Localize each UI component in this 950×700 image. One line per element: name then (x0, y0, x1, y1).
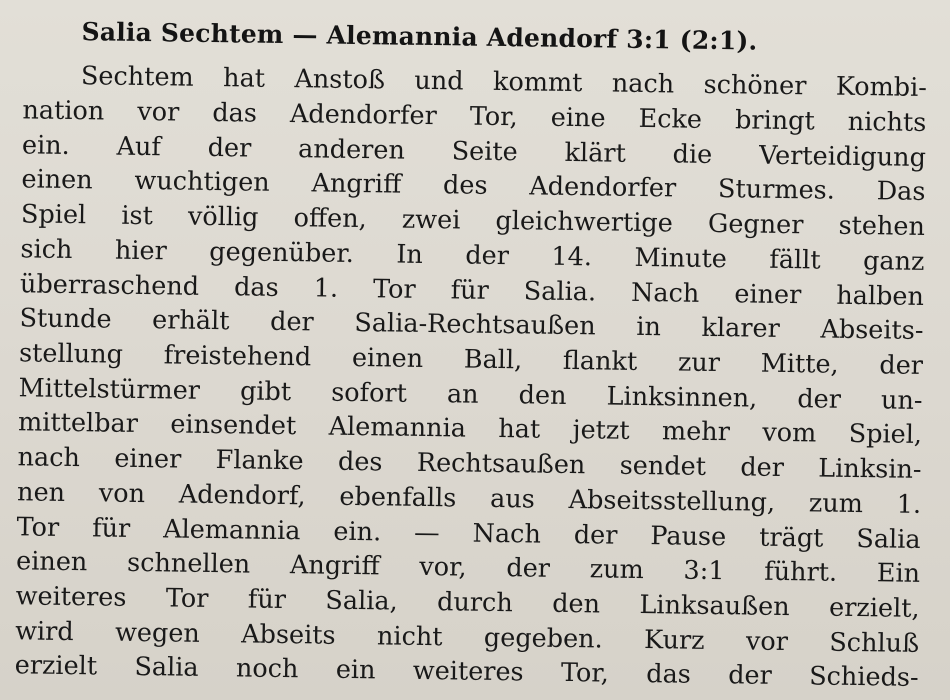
article-line: stellung freistehend einen Ball, flankt zur Mitte, der (18, 338, 924, 381)
article-line: wird wegen Abseits nicht gegeben. Kurz vor Schluß (14, 616, 920, 659)
article-line: erzielt Salia noch ein weiteres Tor, das der Schieds- (14, 650, 919, 693)
article-line: Spiel ist völlig offen, zwei gleichwertige Gegner stehen (20, 199, 926, 242)
article-line: einen schnellen Angriff vor, der zum 3:1 führt. Ein (15, 546, 921, 589)
article-line: ein. Auf der anderen Seite klärt die Verteidigung (21, 130, 927, 173)
article-line: überraschend das 1. Tor für Salia. Nach einer halben (19, 269, 925, 312)
article-line: einen wuchtigen Angriff des Adendorfer Sturmes. Das (21, 164, 926, 207)
article-line: mittelbar einsendet Alemannia hat jetzt mehr vom Spiel, (17, 407, 923, 450)
article-line: weiteres Tor für Salia, durch den Linksaußen erzielt, (15, 581, 920, 624)
article-line: Stunde erhält der Salia-Rechtsaußen in klarer Abseits- (19, 303, 924, 346)
article-line: nation vor das Adendorfer Tor, eine Ecke bringt nichts (22, 95, 927, 138)
article-line: sich hier gegenüber. In der 14. Minute fällt ganz (20, 234, 925, 277)
article-line: nach einer Flanke des Rechtsaußen sendet der Linksin- (17, 442, 922, 485)
article-line: Tor für Alemannia ein. — Nach der Pause trägt Salia (16, 512, 921, 555)
article-line: Mittelstürmer gibt sofort an den Linksinnen, der un- (18, 373, 923, 416)
article-line: nen von Adendorf, ebenfalls aus Abseitsstellung, zum 1. (16, 477, 922, 520)
article-line: Sechtem hat Anstoß und kommt nach schöner Kombi- (80, 61, 928, 103)
article-headline: Salia Sechtem — Alemannia Adendorf 3:1 (2:1). (81, 17, 758, 56)
